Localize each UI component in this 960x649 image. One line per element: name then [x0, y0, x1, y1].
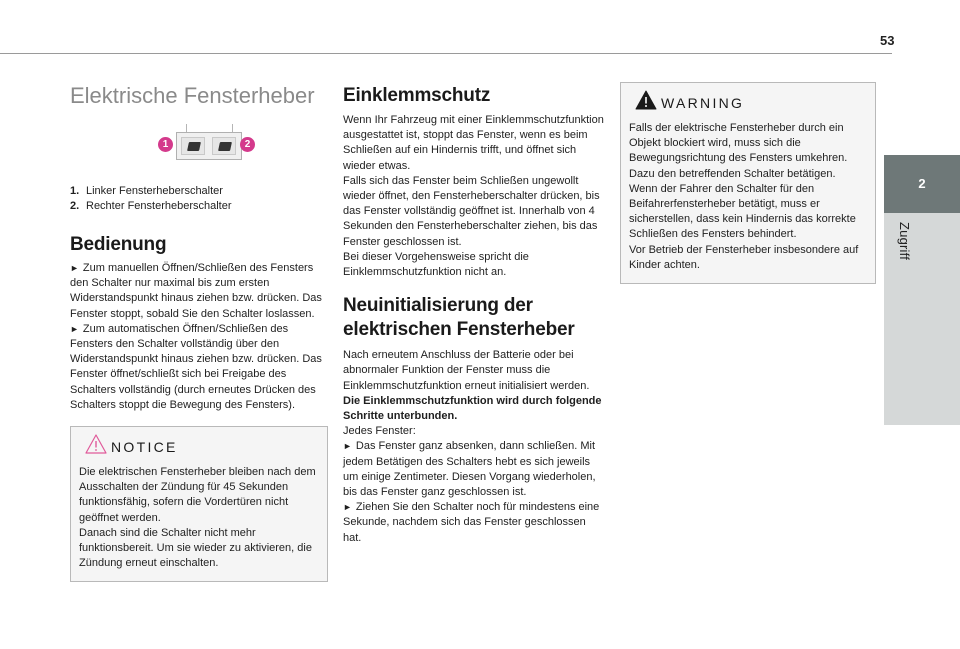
legend-number: 2.	[70, 200, 80, 212]
side-tab-label: Zugriff	[897, 222, 912, 261]
reinit-paragraph: Nach erneutem Anschluss der Batterie oder bei abnormaler Funktion der Fenster muss die Einklemmschutzfunktion erneut initialisiert werden.	[343, 349, 590, 392]
bullet-arrow-icon: ►	[70, 323, 79, 334]
notice-box	[70, 426, 328, 582]
reinit-heading-line: Neuinitialisierung der	[343, 295, 533, 317]
reinit-bullet-text: Ziehen Sie den Schalter noch für mindestens eine Sekunde, nachdem sich das Fenster geschlossen hat.	[343, 501, 600, 544]
bullet-arrow-icon: ►	[343, 502, 352, 513]
reinit-bullet	[343, 439, 605, 500]
notice-text: Die elektrischen Fensterheber bleiben nach dem Ausschalten der Zündung für 45 Sekunden funktionsfähig, sofern die Vordertüren nicht geöffnet werden.	[79, 466, 316, 524]
operation-heading: Bedienung	[70, 234, 167, 255]
left-window-switch-icon	[181, 137, 205, 155]
operation-bullet	[70, 261, 328, 322]
reinit-heading-line: elektrischen Fensterheber	[343, 319, 575, 341]
legend-number: 1.	[70, 185, 80, 197]
warning-text: Falls der elektrische Fensterheber durch ein Objekt blockiert wird, muss sich die Bewegungsrichtung des Fensters umkehren. Dazu den betreffenden Schalter betätigen.	[629, 122, 848, 180]
warning-title: WARNING	[661, 95, 745, 111]
warning-box	[620, 82, 876, 284]
callout-badge-2: 2	[240, 137, 255, 152]
pinch-paragraph: Bei dieser Vorgehensweise spricht die Einklemmschutzfunktion nicht an.	[343, 250, 529, 279]
operation-bullet-text: Zum automatischen Öffnen/Schließen des Fensters den Schalter vollständig über den Widerstandspunkt hinaus ziehen bzw. drücken. Das Fenster öffnet/schließt sich bei Freigabe des Schalters vollständig (durch erneutes Drücken des Schalters stoppt die Bewegung des Fensters).	[70, 322, 322, 411]
warning-text: Wenn der Fahrer den Schalter für den Beifahrerfensterheber betätigt, muss er sicherstellen, dass kein Hindernis das korrekte Schließen des Fensters behindert.	[629, 182, 856, 241]
legend-item	[70, 199, 328, 214]
notice-text: Danach sind die Schalter nicht mehr funktionsbereit. Um sie wieder zu aktivieren, die Zündung erneut einschalten.	[79, 526, 312, 570]
column-left	[70, 80, 328, 582]
reinit-heading	[343, 294, 605, 342]
reinit-paragraph: Jedes Fenster:	[343, 425, 416, 438]
header-rule	[0, 53, 892, 54]
legend-text: Linker Fensterheberschalter	[86, 185, 223, 197]
notice-title: NOTICE	[111, 439, 178, 456]
reinit-bullet	[343, 500, 605, 546]
side-tab-number[interactable]: 2	[884, 155, 960, 213]
right-window-switch-icon	[212, 137, 236, 155]
pinch-paragraph: Wenn Ihr Fahrzeug mit einer Einklemmschutzfunktion ausgestattet ist, stoppt das Fenster, wenn es beim Schließen auf ein Hindernis trifft, und öffnet sich wieder etwas.	[343, 114, 604, 172]
section-title: Elektrische Fensterheber	[70, 83, 315, 108]
bullet-arrow-icon: ►	[343, 441, 352, 452]
callout-badge-1: 1	[158, 137, 173, 152]
column-middle	[343, 80, 605, 546]
column-right	[620, 82, 876, 284]
legend-item	[70, 184, 328, 199]
warning-triangle-icon	[635, 89, 657, 111]
warning-text: Vor Betrieb der Fensterheber insbesondere auf Kinder achten.	[629, 243, 859, 271]
operation-bullet-text: Zum manuellen Öffnen/Schließen des Fensters den Schalter nur maximal bis zum ersten Widerstandspunkt hinaus ziehen bzw. drücken. Das Fenster stoppt, sobald Sie den Schalter loslassen.	[70, 262, 322, 320]
page-number: 53	[880, 33, 895, 48]
reinit-bullet-text: Das Fenster ganz absenken, dann schließen. Mit jedem Betätigen des Schalters hebt es sich jeweils um einige Zentimeter. Diesen Vorgang wiederholen, bis das Fenster ganz geschlossen ist.	[343, 440, 596, 499]
legend-text: Rechter Fensterheberschalter	[86, 200, 232, 212]
pinch-protection-heading: Einklemmschutz	[343, 85, 491, 106]
bullet-arrow-icon: ►	[70, 263, 79, 273]
reinit-bold-paragraph: Die Einklemmschutzfunktion wird durch folgende Schritte unterbunden.	[343, 394, 602, 423]
warning-header	[629, 83, 867, 121]
pinch-paragraph: Falls sich das Fenster beim Schließen ungewollt wieder öffnet, den Fensterheberschalter drücken, bis das Fenster vollständig geöffnet ist. Innerhalb von 4 Sekunden den Fensterheberschalter ziehen, bis das Fenster geschlossen ist.	[343, 174, 600, 248]
notice-header	[79, 427, 319, 465]
window-switch-figure	[156, 124, 276, 174]
figure-legend	[70, 184, 328, 214]
notice-warning-triangle-icon	[85, 433, 107, 455]
operation-bullet	[70, 322, 328, 413]
